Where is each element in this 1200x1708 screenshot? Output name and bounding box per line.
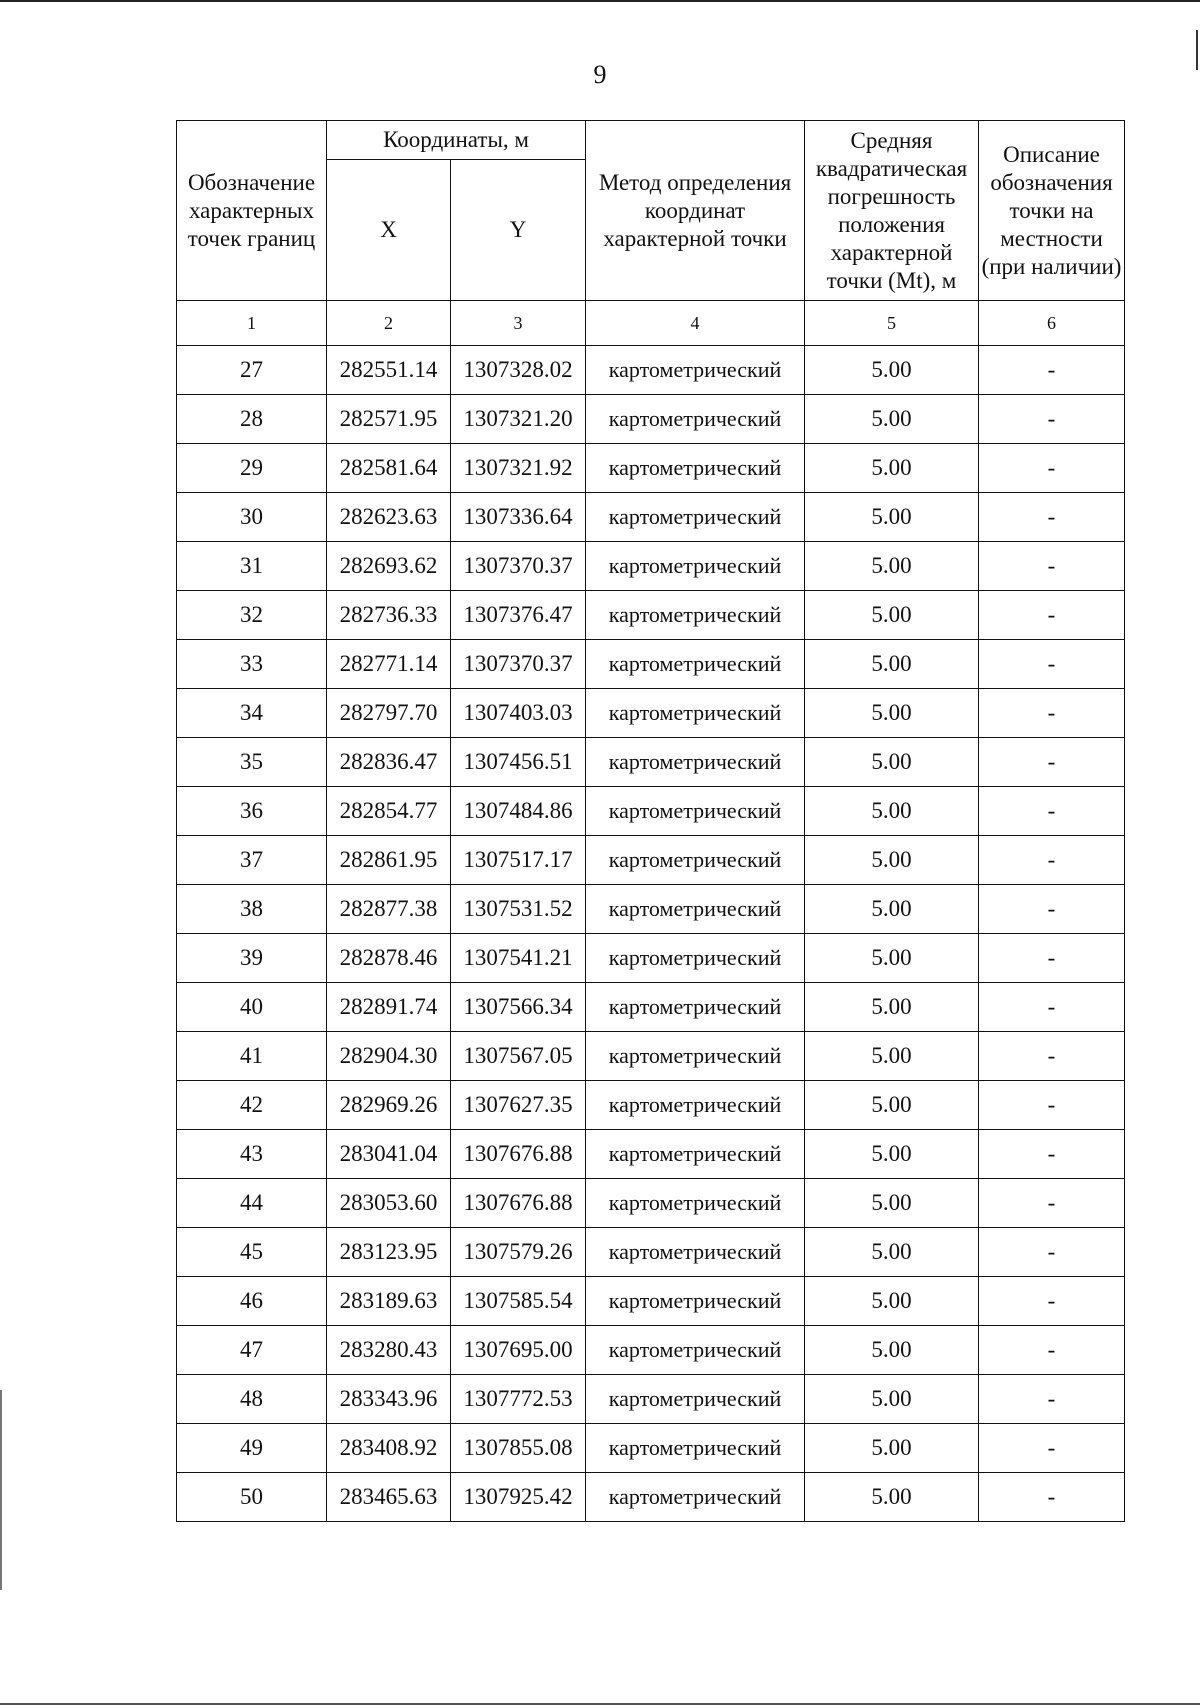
accuracy-cell: 5.00	[805, 542, 979, 591]
y-coordinate-cell: 1307855.08	[451, 1424, 586, 1473]
x-coordinate-cell: 283465.63	[327, 1473, 451, 1522]
method-cell: картометрический	[586, 836, 805, 885]
table-row	[177, 395, 1125, 444]
header-x: X	[327, 160, 451, 301]
column-number: 5	[805, 301, 979, 346]
description-cell: -	[979, 1277, 1125, 1326]
accuracy-cell: 5.00	[805, 885, 979, 934]
y-coordinate-cell: 1307328.02	[451, 346, 586, 395]
y-coordinate-cell: 1307531.52	[451, 885, 586, 934]
y-coordinate-cell: 1307336.64	[451, 493, 586, 542]
header-point-designation: Обозначение характерных точек границ	[177, 121, 327, 301]
description-cell: -	[979, 346, 1125, 395]
x-coordinate-cell: 283280.43	[327, 1326, 451, 1375]
column-number: 1	[177, 301, 327, 346]
point-cell: 33	[177, 640, 327, 689]
description-cell: -	[979, 885, 1125, 934]
accuracy-cell: 5.00	[805, 1228, 979, 1277]
description-cell: -	[979, 493, 1125, 542]
x-coordinate-cell: 282736.33	[327, 591, 451, 640]
header-y: Y	[451, 160, 586, 301]
method-cell: картометрический	[586, 1375, 805, 1424]
table-row	[177, 542, 1125, 591]
table-body	[177, 346, 1125, 1522]
accuracy-cell: 5.00	[805, 836, 979, 885]
accuracy-cell: 5.00	[805, 493, 979, 542]
column-number: 6	[979, 301, 1125, 346]
accuracy-cell: 5.00	[805, 640, 979, 689]
method-cell: картометрический	[586, 640, 805, 689]
table-row	[177, 738, 1125, 787]
y-coordinate-cell: 1307517.17	[451, 836, 586, 885]
accuracy-cell: 5.00	[805, 1277, 979, 1326]
y-coordinate-cell: 1307627.35	[451, 1081, 586, 1130]
table-row	[177, 1473, 1125, 1522]
accuracy-cell: 5.00	[805, 1081, 979, 1130]
description-cell: -	[979, 1032, 1125, 1081]
method-cell: картометрический	[586, 1081, 805, 1130]
method-cell: картометрический	[586, 689, 805, 738]
table-row	[177, 1277, 1125, 1326]
x-coordinate-cell: 283408.92	[327, 1424, 451, 1473]
x-coordinate-cell: 282877.38	[327, 885, 451, 934]
table-row	[177, 444, 1125, 493]
page-number: 9	[593, 60, 607, 89]
description-cell: -	[979, 591, 1125, 640]
accuracy-cell: 5.00	[805, 1424, 979, 1473]
accuracy-cell: 5.00	[805, 1473, 979, 1522]
accuracy-cell: 5.00	[805, 934, 979, 983]
table-row	[177, 836, 1125, 885]
description-cell: -	[979, 1179, 1125, 1228]
point-cell: 29	[177, 444, 327, 493]
scan-edge-left	[0, 1390, 2, 1590]
point-cell: 27	[177, 346, 327, 395]
table-row	[177, 1228, 1125, 1277]
x-coordinate-cell: 282878.46	[327, 934, 451, 983]
column-number: 2	[327, 301, 451, 346]
x-coordinate-cell: 283123.95	[327, 1228, 451, 1277]
accuracy-cell: 5.00	[805, 787, 979, 836]
x-coordinate-cell: 282551.14	[327, 346, 451, 395]
y-coordinate-cell: 1307321.20	[451, 395, 586, 444]
x-coordinate-cell: 283189.63	[327, 1277, 451, 1326]
y-coordinate-cell: 1307925.42	[451, 1473, 586, 1522]
point-cell: 40	[177, 983, 327, 1032]
point-cell: 43	[177, 1130, 327, 1179]
description-cell: -	[979, 934, 1125, 983]
accuracy-cell: 5.00	[805, 346, 979, 395]
y-coordinate-cell: 1307566.34	[451, 983, 586, 1032]
x-coordinate-cell: 283041.04	[327, 1130, 451, 1179]
x-coordinate-cell: 282836.47	[327, 738, 451, 787]
x-coordinate-cell: 282581.64	[327, 444, 451, 493]
point-cell: 49	[177, 1424, 327, 1473]
point-cell: 38	[177, 885, 327, 934]
y-coordinate-cell: 1307321.92	[451, 444, 586, 493]
header-method: Метод определения координат характерной точки	[586, 121, 805, 301]
y-coordinate-cell: 1307541.21	[451, 934, 586, 983]
description-cell: -	[979, 836, 1125, 885]
y-coordinate-cell: 1307772.53	[451, 1375, 586, 1424]
point-cell: 35	[177, 738, 327, 787]
description-cell: -	[979, 738, 1125, 787]
accuracy-cell: 5.00	[805, 738, 979, 787]
y-coordinate-cell: 1307695.00	[451, 1326, 586, 1375]
table-row	[177, 689, 1125, 738]
x-coordinate-cell: 282571.95	[327, 395, 451, 444]
x-coordinate-cell: 282969.26	[327, 1081, 451, 1130]
method-cell: картометрический	[586, 493, 805, 542]
scan-edge-top	[0, 0, 1200, 2]
table-row	[177, 934, 1125, 983]
point-cell: 50	[177, 1473, 327, 1522]
x-coordinate-cell: 282797.70	[327, 689, 451, 738]
y-coordinate-cell: 1307370.37	[451, 542, 586, 591]
y-coordinate-cell: 1307376.47	[451, 591, 586, 640]
column-number-row	[177, 301, 1125, 346]
table-row	[177, 787, 1125, 836]
point-cell: 31	[177, 542, 327, 591]
accuracy-cell: 5.00	[805, 444, 979, 493]
y-coordinate-cell: 1307370.37	[451, 640, 586, 689]
description-cell: -	[979, 983, 1125, 1032]
accuracy-cell: 5.00	[805, 689, 979, 738]
point-cell: 37	[177, 836, 327, 885]
boundary-points-table	[176, 120, 1125, 1522]
accuracy-cell: 5.00	[805, 591, 979, 640]
description-cell: -	[979, 1228, 1125, 1277]
table-row	[177, 885, 1125, 934]
point-cell: 36	[177, 787, 327, 836]
method-cell: картометрический	[586, 395, 805, 444]
method-cell: картометрический	[586, 1277, 805, 1326]
point-cell: 30	[177, 493, 327, 542]
description-cell: -	[979, 1326, 1125, 1375]
table-row	[177, 346, 1125, 395]
description-cell: -	[979, 1081, 1125, 1130]
method-cell: картометрический	[586, 1473, 805, 1522]
method-cell: картометрический	[586, 983, 805, 1032]
header-accuracy: Средняя квадратическая погрешность положения характерной точки (Mt), м	[805, 121, 979, 301]
x-coordinate-cell: 282771.14	[327, 640, 451, 689]
method-cell: картометрический	[586, 787, 805, 836]
point-cell: 44	[177, 1179, 327, 1228]
description-cell: -	[979, 689, 1125, 738]
x-coordinate-cell: 282904.30	[327, 1032, 451, 1081]
accuracy-cell: 5.00	[805, 1375, 979, 1424]
method-cell: картометрический	[586, 591, 805, 640]
x-coordinate-cell: 282891.74	[327, 983, 451, 1032]
x-coordinate-cell: 282693.62	[327, 542, 451, 591]
x-coordinate-cell: 283053.60	[327, 1179, 451, 1228]
description-cell: -	[979, 787, 1125, 836]
point-cell: 48	[177, 1375, 327, 1424]
description-cell: -	[979, 1375, 1125, 1424]
description-cell: -	[979, 395, 1125, 444]
accuracy-cell: 5.00	[805, 1179, 979, 1228]
method-cell: картометрический	[586, 1130, 805, 1179]
y-coordinate-cell: 1307585.54	[451, 1277, 586, 1326]
column-number: 3	[451, 301, 586, 346]
x-coordinate-cell: 282854.77	[327, 787, 451, 836]
accuracy-cell: 5.00	[805, 1130, 979, 1179]
y-coordinate-cell: 1307676.88	[451, 1179, 586, 1228]
point-cell: 28	[177, 395, 327, 444]
method-cell: картометрический	[586, 1179, 805, 1228]
method-cell: картометрический	[586, 934, 805, 983]
table-row	[177, 640, 1125, 689]
y-coordinate-cell: 1307403.03	[451, 689, 586, 738]
point-cell: 46	[177, 1277, 327, 1326]
point-cell: 47	[177, 1326, 327, 1375]
method-cell: картометрический	[586, 1326, 805, 1375]
point-cell: 32	[177, 591, 327, 640]
method-cell: картометрический	[586, 346, 805, 395]
table-row	[177, 591, 1125, 640]
table-row	[177, 1326, 1125, 1375]
method-cell: картометрический	[586, 542, 805, 591]
accuracy-cell: 5.00	[805, 395, 979, 444]
table-row	[177, 1375, 1125, 1424]
description-cell: -	[979, 444, 1125, 493]
accuracy-cell: 5.00	[805, 1326, 979, 1375]
accuracy-cell: 5.00	[805, 983, 979, 1032]
scan-edge-bottom	[0, 1703, 1200, 1705]
accuracy-cell: 5.00	[805, 1032, 979, 1081]
x-coordinate-cell: 283343.96	[327, 1375, 451, 1424]
table-row	[177, 1032, 1125, 1081]
y-coordinate-cell: 1307484.86	[451, 787, 586, 836]
table-row	[177, 983, 1125, 1032]
point-cell: 34	[177, 689, 327, 738]
description-cell: -	[979, 1130, 1125, 1179]
method-cell: картометрический	[586, 738, 805, 787]
y-coordinate-cell: 1307567.05	[451, 1032, 586, 1081]
method-cell: картометрический	[586, 885, 805, 934]
x-coordinate-cell: 282623.63	[327, 493, 451, 542]
description-cell: -	[979, 1424, 1125, 1473]
point-cell: 39	[177, 934, 327, 983]
y-coordinate-cell: 1307456.51	[451, 738, 586, 787]
header-coordinates: Координаты, м	[327, 121, 586, 160]
table-row	[177, 1424, 1125, 1473]
method-cell: картометрический	[586, 1228, 805, 1277]
table-row	[177, 1130, 1125, 1179]
table-row	[177, 1179, 1125, 1228]
point-cell: 42	[177, 1081, 327, 1130]
description-cell: -	[979, 640, 1125, 689]
point-cell: 45	[177, 1228, 327, 1277]
column-number: 4	[586, 301, 805, 346]
method-cell: картометрический	[586, 1032, 805, 1081]
x-coordinate-cell: 282861.95	[327, 836, 451, 885]
table-row	[177, 1081, 1125, 1130]
y-coordinate-cell: 1307676.88	[451, 1130, 586, 1179]
table-row	[177, 493, 1125, 542]
description-cell: -	[979, 542, 1125, 591]
y-coordinate-cell: 1307579.26	[451, 1228, 586, 1277]
description-cell: -	[979, 1473, 1125, 1522]
header-description: Описание обозначения точки на местности (при наличии)	[979, 121, 1125, 301]
method-cell: картометрический	[586, 1424, 805, 1473]
point-cell: 41	[177, 1032, 327, 1081]
method-cell: картометрический	[586, 444, 805, 493]
